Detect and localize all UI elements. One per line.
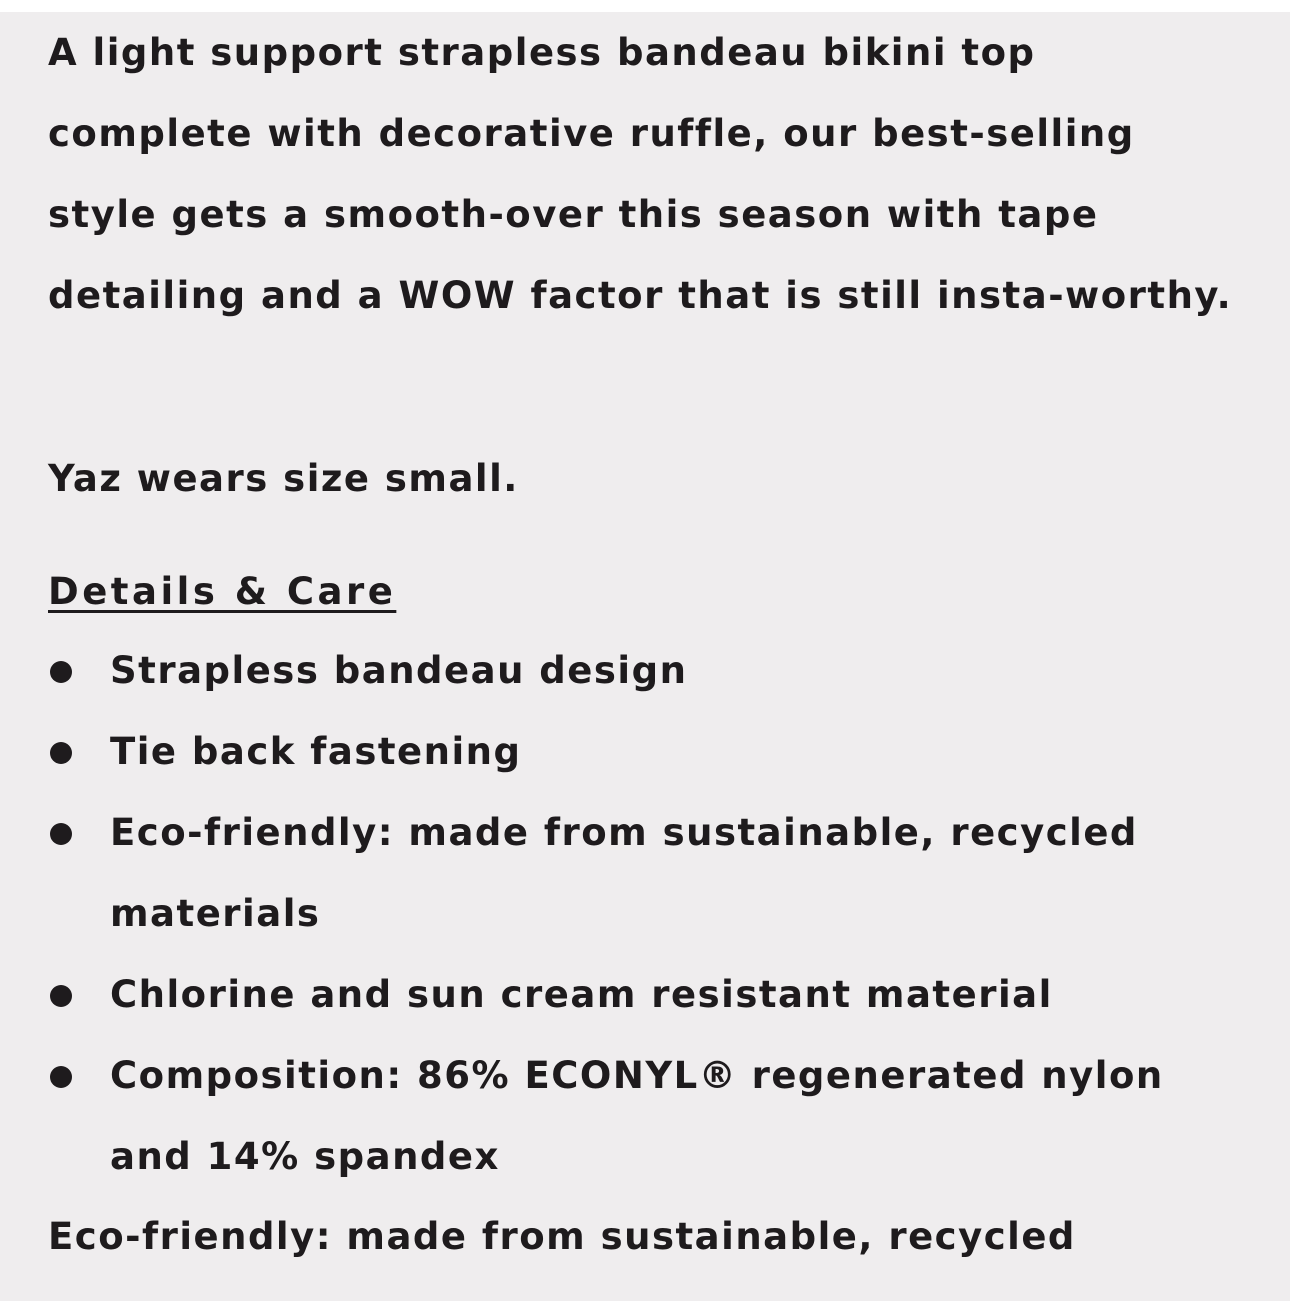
list-item-text: Tie back fastening (110, 730, 522, 773)
details-and-care-heading: Details & Care (48, 570, 397, 613)
list-item (48, 630, 1248, 711)
trailing-eco-text: Eco-friendly: made from sustainable, recycled (48, 1215, 1076, 1258)
list-item-text: Eco-friendly: made from sustainable, recycled materials (110, 811, 1138, 935)
bullet-icon (50, 985, 72, 1007)
list-item (48, 1035, 1248, 1197)
product-description-text: A light support strapless bandeau bikini top complete with decorative ruffle, our best-selling style gets a smooth-over this season with tape detailing and a WOW factor that is still insta-worthy. (48, 31, 1233, 317)
list-item-text: Strapless bandeau design (110, 649, 688, 692)
bullet-icon (50, 823, 72, 845)
bullet-icon (50, 1066, 72, 1088)
list-item (48, 954, 1248, 1035)
model-size-note: Yaz wears size small. (48, 457, 519, 500)
list-item-text: Chlorine and sun cream resistant material (110, 973, 1053, 1016)
product-description-panel (0, 12, 1290, 1301)
list-item (48, 792, 1248, 954)
bullet-icon (50, 742, 72, 764)
details-and-care-list (48, 630, 1248, 1197)
bullet-icon (50, 661, 72, 683)
list-item (48, 711, 1248, 792)
list-item-text: Composition: 86% ECONYL® regenerated nylon and 14% spandex (110, 1054, 1164, 1178)
